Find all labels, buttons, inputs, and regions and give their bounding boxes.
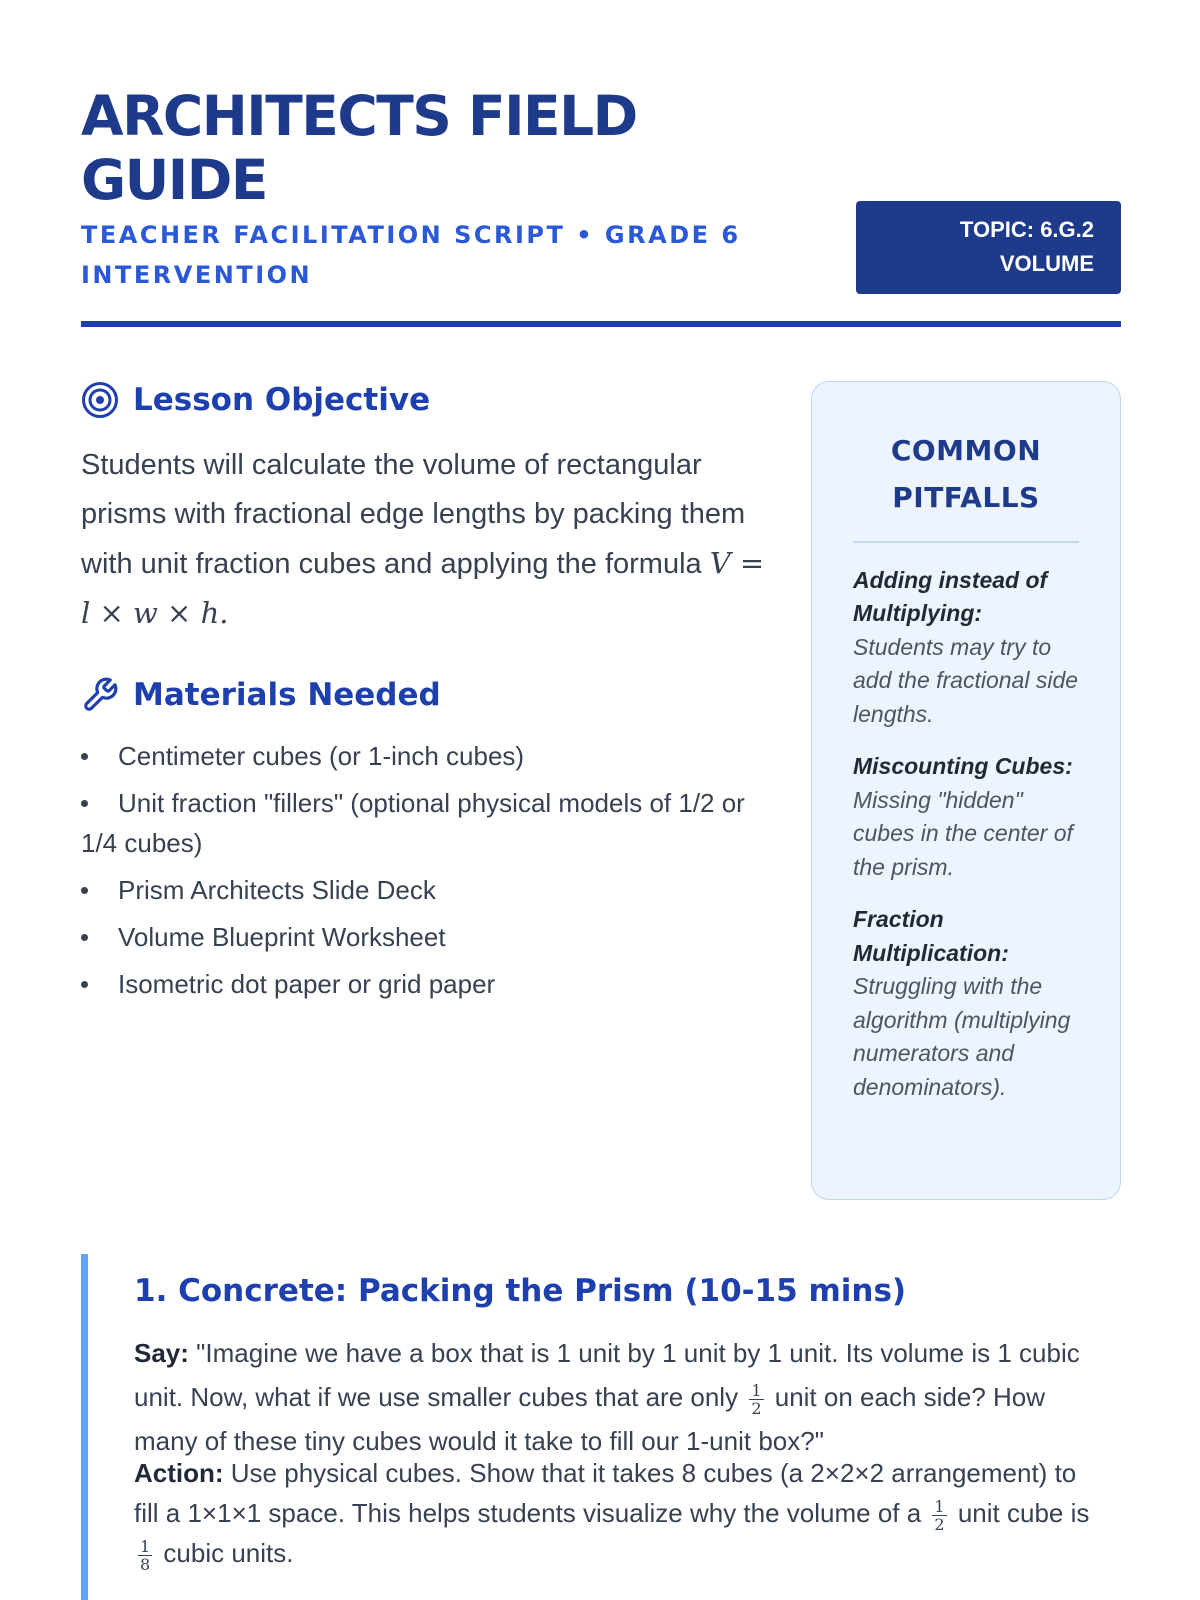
objective-heading-label: Lesson Objective bbox=[133, 382, 431, 418]
list-item: Unit fraction "fillers" (optional physical models of 1/2 or 1/4 cubes) bbox=[81, 788, 745, 858]
wrench-icon bbox=[81, 676, 119, 714]
objective-text bbox=[81, 441, 771, 639]
list-item: Centimeter cubes (or 1-inch cubes) bbox=[81, 736, 761, 776]
fraction-one-half: $\frac{1}{2}$ bbox=[751, 1380, 762, 1418]
materials-heading bbox=[81, 676, 441, 714]
action-label: Action: bbox=[134, 1458, 224, 1488]
fraction-one-eighth: $\frac{1}{8}$ bbox=[140, 1536, 151, 1574]
pitfall-item: Miscounting Cubes: Missing "hidden" cubes in the center of the prism. bbox=[853, 753, 1073, 880]
topic-code: TOPIC: 6.G.2 bbox=[959, 217, 1094, 242]
volume-formula: V = l × w × h. bbox=[81, 546, 765, 630]
materials-heading-label: Materials Needed bbox=[133, 677, 441, 713]
common-pitfalls-card bbox=[811, 381, 1121, 1200]
action-paragraph: Action: Use physical cubes. Show that it takes 8 cubes (a 2×2×2 arrangement) to fill a 1×1×1 space. This helps students visualize why the volume of a $\frac{1}{2}$ unit cube is $\frac{1}{8}$ cubic units. bbox=[134, 1458, 1090, 1574]
say-paragraph: Say: "Imagine we have a box that is 1 unit by 1 unit by 1 unit. Its volume is 1 cubic unit. Now, what if we use smaller cubes that are only $\frac{1}{2}$ unit on each side? How many of these tiny cubes would it take to fill our 1-unit box?" bbox=[134, 1338, 1080, 1456]
objective-body: Students will calculate the volume of rectangular prisms with fractional edge lengths by packing them with unit fraction cubes and applying the formula bbox=[81, 449, 746, 580]
topic-name: VOLUME bbox=[999, 251, 1094, 276]
header-divider bbox=[81, 321, 1121, 327]
concrete-section bbox=[81, 1254, 1121, 1600]
objective-heading bbox=[81, 381, 430, 419]
page-title: ARCHITECTS FIELD GUIDE bbox=[81, 84, 637, 212]
pitfall-item: Adding instead of Multiplying: Students may try to add the fractional side lengths. bbox=[853, 566, 1079, 727]
target-icon bbox=[81, 381, 119, 419]
pitfalls-title: COMMON PITFALLS bbox=[890, 434, 1042, 514]
pitfalls-divider bbox=[853, 541, 1079, 543]
list-item: Isometric dot paper or grid paper bbox=[81, 964, 761, 1004]
topic-badge bbox=[856, 201, 1121, 294]
page-subtitle: TEACHER FACILITATION SCRIPT • GRADE 6 INTERVENTION bbox=[81, 221, 741, 289]
list-item: Volume Blueprint Worksheet bbox=[81, 917, 761, 957]
materials-list bbox=[81, 736, 761, 1011]
list-item: Prism Architects Slide Deck bbox=[81, 870, 761, 910]
say-label: Say: bbox=[134, 1338, 189, 1368]
section-title: 1. Concrete: Packing the Prism (10-15 mins) bbox=[134, 1273, 907, 1309]
pitfall-item: Fraction Multiplication: Struggling with the algorithm (multiplying numerators and denominators). bbox=[853, 906, 1071, 1100]
fraction-one-half: $\frac{1}{2}$ bbox=[934, 1496, 945, 1534]
